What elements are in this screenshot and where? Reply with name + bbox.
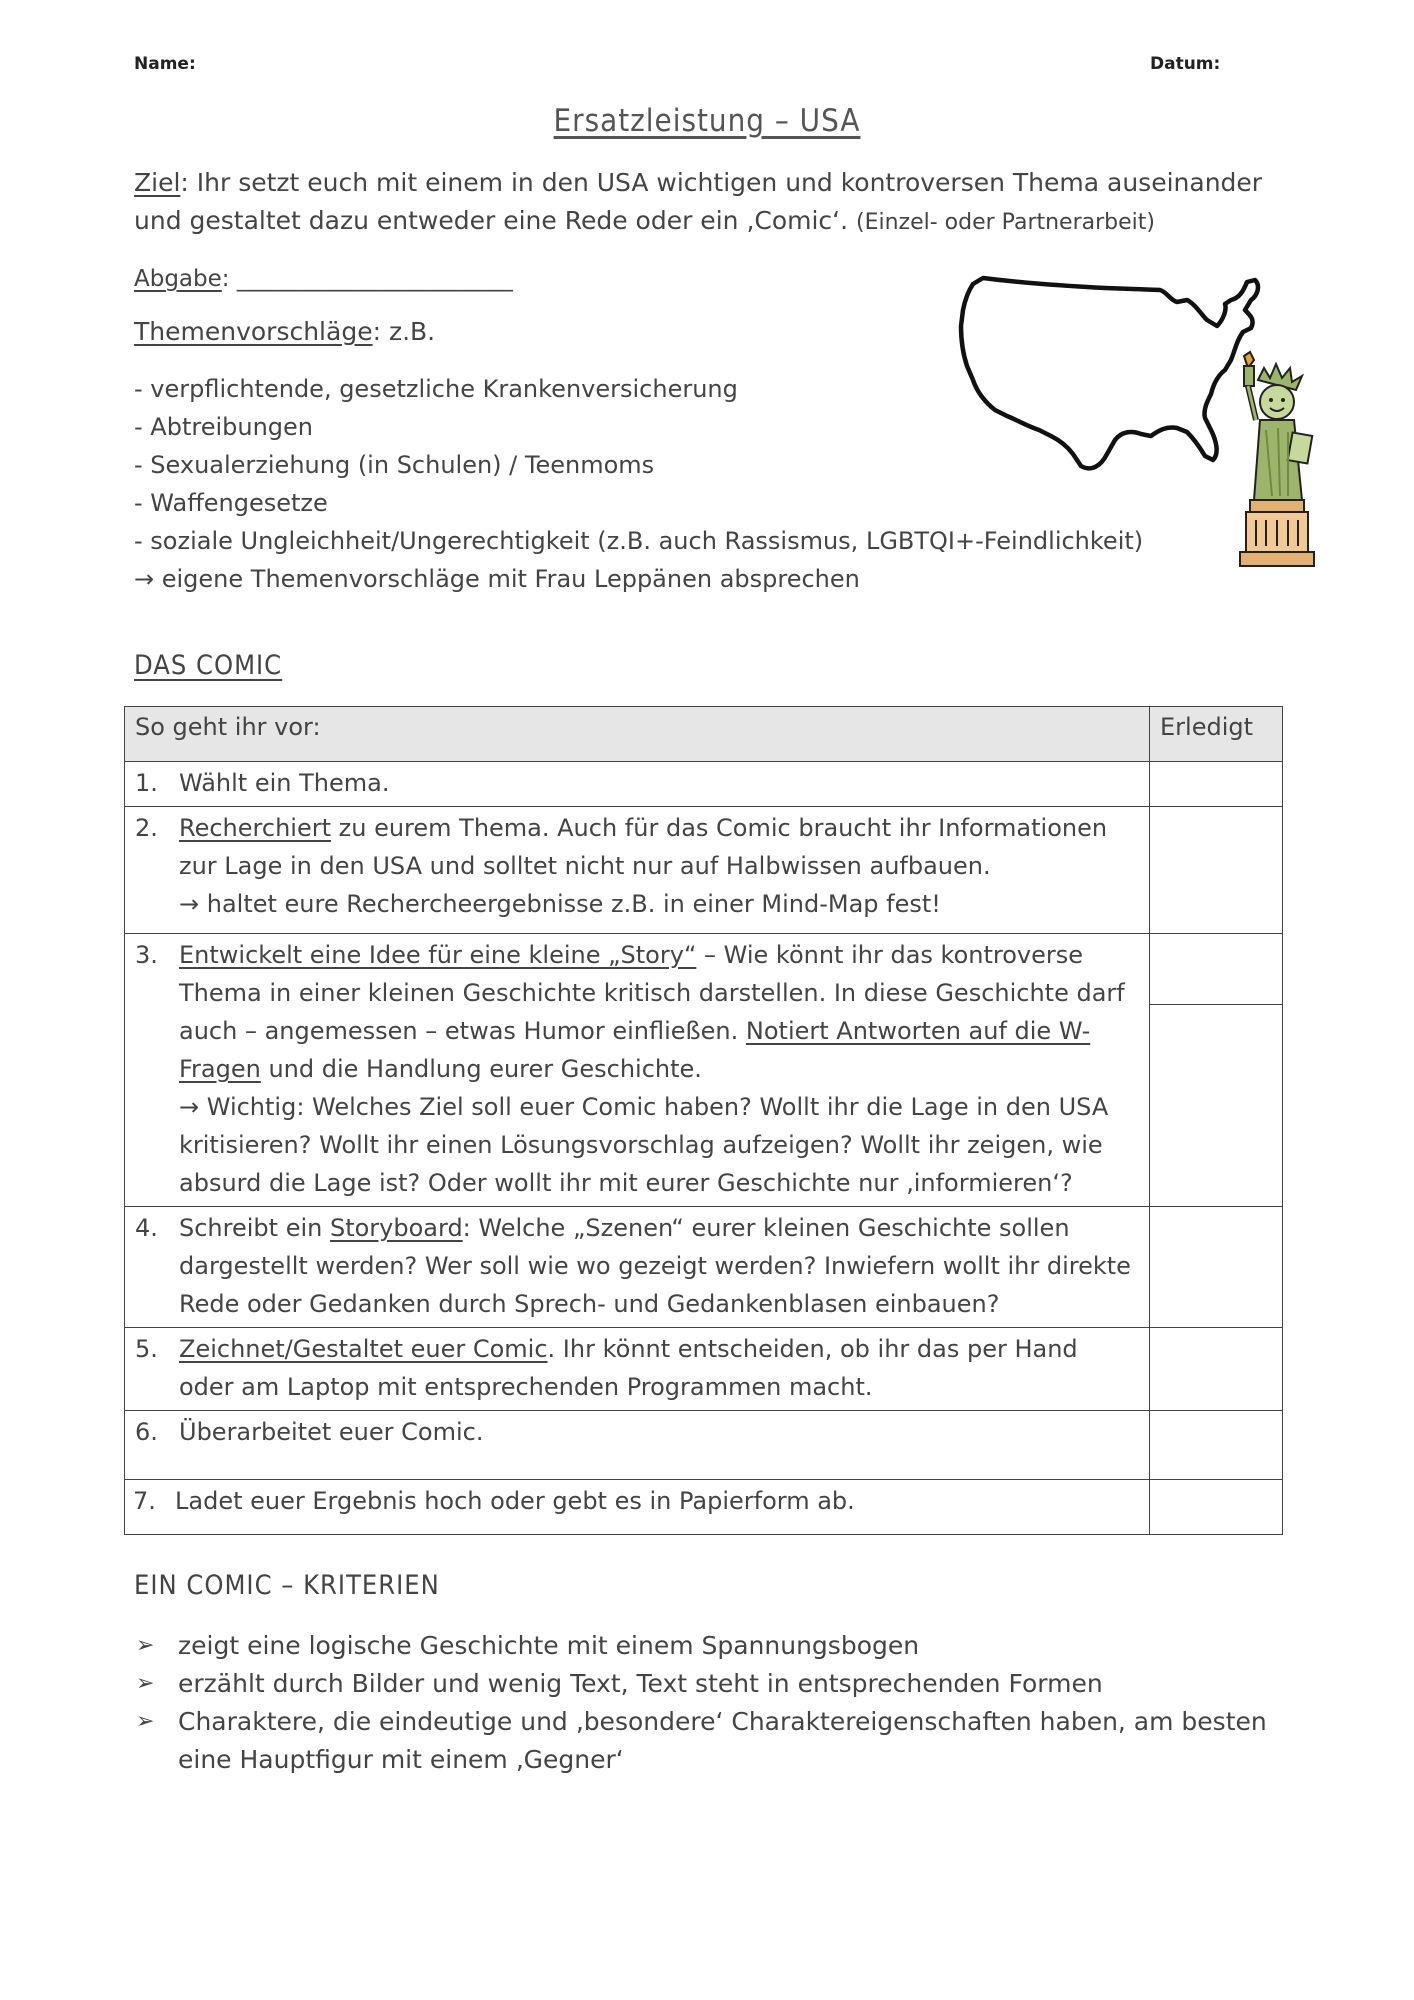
submission-label: Abgabe	[134, 266, 222, 292]
done-cell[interactable]	[1150, 934, 1283, 1207]
list-item: → eigene Themenvorschläge mit Frau Leppänen absprechen	[134, 565, 860, 593]
comic-section-heading: DAS COMIC	[134, 650, 283, 681]
table-row: 7. Ladet euer Ergebnis hoch oder gebt es in Papierform ab.	[125, 1480, 1283, 1535]
criteria-list	[136, 1627, 1286, 1779]
list-item: - soziale Ungleichheit/Ungerechtigkeit (z.B. auch Rassismus, LGBTQI+-Feindlichkeit)	[134, 527, 1144, 555]
list-item: ➢ Charaktere, die eindeutige und ‚besondere‘ Charaktereigenschaften haben, am besten eine Hauptfigur mit einem ‚Gegner‘	[136, 1703, 1286, 1779]
list-item: - verpflichtende, gesetzliche Krankenversicherung	[134, 375, 738, 403]
submission-line	[134, 260, 513, 298]
list-item: - Sexualerziehung (in Schulen) / Teenmoms	[134, 451, 655, 479]
list-item: - Abtreibungen	[134, 413, 313, 441]
list-item: ➢ erzählt durch Bilder und wenig Text, Text steht in entsprechenden Formen	[136, 1665, 1286, 1703]
bullet-arrow-icon: ➢	[136, 1633, 155, 1658]
done-cell[interactable]	[1150, 1207, 1283, 1328]
table-row: 6. Überarbeitet euer Comic.	[125, 1411, 1283, 1480]
table-row: 3. Entwickelt eine Idee für eine kleine „Story“ – Wie könnt ihr das kontroverse Thema in einer kleinen Geschichte kritisch darstellen. In diese Geschichte darf auch – angemessen – etwas Humor einfließen. Notiert Antworten auf die W-Fragen und die Handlung eurer Geschichte. → Wichtig: Welches Ziel soll euer Comic haben? Wollt ihr die Lage in den USA kritisieren? Wollt ihr einen Lösungsvorschlag aufzeigen? Wollt ihr zeigen, wie absurd die Lage ist? Oder wollt ihr mit eurer Geschichte nur ‚informieren‘?	[125, 934, 1283, 1207]
bullet-arrow-icon: ➢	[136, 1709, 155, 1734]
page-title: Ersatzleistung – USA	[553, 103, 861, 139]
table-row: 4. Schreibt ein Storyboard: Welche „Szenen“ eurer kleinen Geschichte sollen dargestellt werden? Wer soll wie wo gezeigt werden? Inwiefern wollt ihr direkte Rede oder Gedanken durch Sprech- und Gedankenblasen einbauen?	[125, 1207, 1283, 1328]
submission-blank: : ________________________	[221, 266, 513, 292]
name-label: Name:	[134, 54, 196, 74]
done-cell[interactable]	[1150, 1480, 1283, 1535]
done-cell[interactable]	[1150, 1411, 1283, 1480]
table-header-row	[125, 707, 1283, 762]
goal-note: (Einzel- oder Partnerarbeit)	[856, 210, 1155, 235]
date-label: Datum:	[1150, 54, 1221, 74]
goal-label: Ziel	[134, 168, 181, 197]
criteria-section-heading: EIN COMIC – KRITERIEN	[134, 1570, 440, 1601]
topics-heading: Themenvorschläge: z.B.	[134, 317, 436, 346]
table-header-steps: So geht ihr vor:	[125, 707, 1150, 762]
table-row: 1. Wählt ein Thema.	[125, 762, 1283, 807]
done-cell[interactable]	[1150, 1328, 1283, 1411]
list-item: - Waffengesetze	[134, 489, 328, 517]
table-row: 2. Recherchiert zu eurem Thema. Auch für das Comic braucht ihr Informationen zur Lage in den USA und solltet nicht nur auf Halbwissen aufbauen. → haltet eure Rechercheergebnisse z.B. in einer Mind-Map fest!	[125, 807, 1283, 934]
steps-table	[124, 706, 1283, 1535]
table-row: 5. Zeichnet/Gestaltet euer Comic. Ihr könnt entscheiden, ob ihr das per Hand oder am Laptop mit entsprechenden Programmen macht.	[125, 1328, 1283, 1411]
statue-of-liberty-icon	[1232, 350, 1322, 575]
bullet-arrow-icon: ➢	[136, 1671, 155, 1696]
goal-paragraph: Ziel: Ihr setzt euch mit einem in den USA wichtigen und kontroversen Thema auseinander und gestaltet dazu entweder eine Rede oder ein ‚Comic‘. (Einzel- oder Partnerarbeit)	[134, 168, 1263, 235]
list-item: ➢ zeigt eine logische Geschichte mit einem Spannungsbogen	[136, 1627, 1286, 1665]
table-header-done: Erledigt	[1150, 707, 1283, 762]
done-cell[interactable]	[1150, 762, 1283, 807]
done-cell[interactable]	[1150, 807, 1283, 934]
